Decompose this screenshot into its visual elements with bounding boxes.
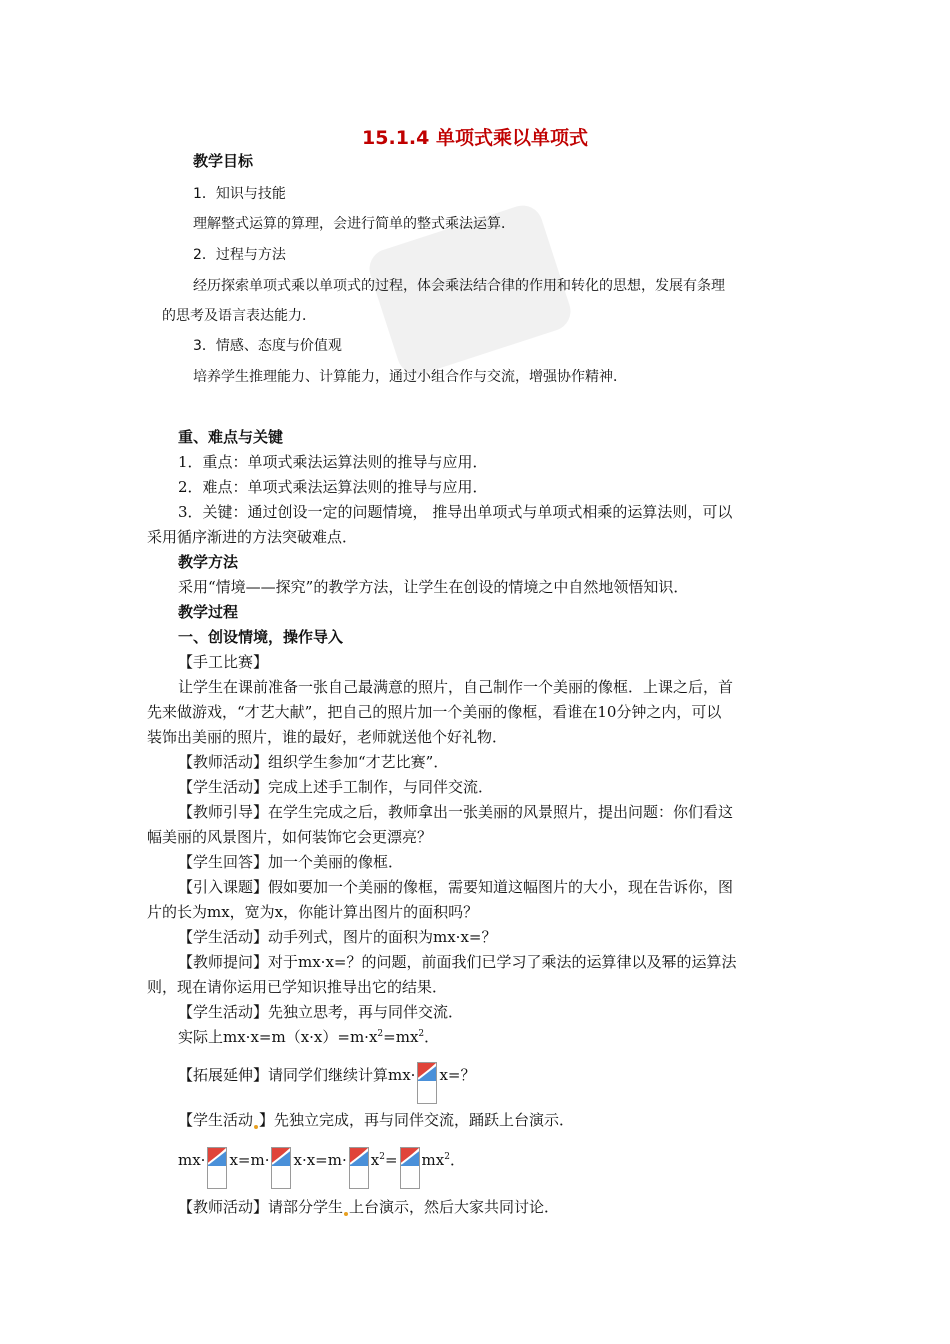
equation-line [178,1147,465,1189]
extension-line [178,1062,475,1104]
broken-image-icon [349,1147,369,1189]
teacher-guide-line2: 幅美丽的风景图片，如何装饰它会更漂亮？ [147,828,433,846]
student-activity-line: 【学生活动】先独立思考，再与同伴交流． [178,1003,464,1021]
broken-image-icon [207,1147,227,1189]
goal-2-text-line1: 经历探索单项式乘以单项式的过程，体会乘法结合律的作用和转化的思想，发展有条理 [193,278,725,294]
eq-exponent: 2 [444,1152,450,1162]
extension-text: x=？ [439,1066,476,1084]
eq-text: x=m· [229,1151,270,1169]
activity-text: 】先独立完成，再与同伴交流，踊跃上台演示． [259,1111,575,1129]
eq-text: mx [421,1151,445,1169]
section-heading-process: 教学过程 [178,603,239,621]
paragraph-line: 让学生在课前准备一张自己最满意的照片，自己制作一个美丽的像框．上课之后，首 [178,678,734,696]
marker-dot [254,1125,258,1129]
intro-topic-line2: 片的长为mx，宽为x，你能计算出图片的面积吗？ [147,903,479,921]
calc-text: ． [424,1028,440,1046]
eq-text: x [370,1151,380,1169]
broken-image-icon [400,1147,420,1189]
extension-text: 【拓展延伸】请同学们继续计算mx· [178,1066,416,1084]
section-heading-goals: 教学目标 [193,152,254,170]
eq-text: mx· [178,1151,206,1169]
broken-image-icon [417,1062,437,1104]
teacher-question-line1: 【教师提问】对于mx·x=？的问题，前面我们已学习了乘法的运算律以及幂的运算法 [178,953,737,971]
key-point-3-line2: 采用循序渐进的方法突破难点． [147,528,358,546]
method-text: 采用“情境——探究”的教学方法，让学生在创设的情境之中自然地领悟知识． [178,578,689,596]
section-heading-key: 重、难点与关键 [178,428,284,446]
eq-text: = [384,1151,398,1169]
activity-text: 上台演示，然后大家共同讨论． [349,1198,560,1216]
key-point-1: 1．重点：单项式乘法运算法则的推导与应用． [178,453,488,471]
eq-text: x·x=m· [293,1151,347,1169]
goal-1-text: 理解整式运算的算理，会进行简单的整式乘法运算． [193,216,515,232]
key-point-2: 2．难点：单项式乘法运算法则的推导与应用． [178,478,488,496]
teacher-question-line2: 则，现在请你运用已学知识推导出它的结果． [147,978,448,996]
goal-2-text-line2: 的思考及语言表达能力． [162,308,316,324]
contest-label: 【手工比赛】 [178,653,269,671]
paragraph-line: 先来做游戏，“才艺大献”，把自己的照片加一个美丽的像框，看谁在10分钟之内，可以 [147,703,722,721]
goal-1-heading: 1．知识与技能 [193,186,286,202]
marker-dot [344,1212,348,1216]
teacher-guide-line1: 【教师引导】在学生完成之后，教师拿出一张美丽的风景照片，提出问题：你们看这 [178,803,734,821]
student-activity-line: 【学生活动】完成上述手工制作，与同伴交流． [178,778,494,796]
process-subheading-1: 一、创设情境，操作导入 [178,628,344,646]
broken-image-icon [271,1147,291,1189]
goal-3-text: 培养学生推理能力、计算能力，通过小组合作与交流，增强协作精神． [193,369,627,385]
student-answer-line: 【学生回答】加一个美丽的像框． [178,853,404,871]
page-title: 15.1.4 单项式乘以单项式 [362,127,588,149]
calc-text: =mx [383,1028,419,1046]
student-activity-line: 【学生活动】动手列式，图片的面积为mx·x=？ [178,928,497,946]
key-point-3-line1: 3．关键：通过创设一定的问题情境， 推导出单项式与单项式相乘的运算法则，可以 [178,503,733,521]
goal-2-heading: 2．过程与方法 [193,247,286,263]
student-activity-line [178,1110,574,1130]
calc-exponent: 2 [418,1029,425,1039]
goal-3-heading: 3．情感、态度与价值观 [193,338,342,354]
activity-text: 【教师活动】请部分学生 [178,1198,344,1216]
eq-exponent: 2 [379,1152,385,1162]
section-heading-method: 教学方法 [178,553,239,571]
paragraph-line: 装饰出美丽的照片，谁的最好，老师就送他个好礼物． [147,728,508,746]
eq-text: ． [449,1151,465,1169]
activity-label: 【学生活动 [178,1111,254,1129]
intro-topic-line1: 【引入课题】假如要加一个美丽的像框，需要知道这幅图片的大小，现在告诉你，图 [178,878,734,896]
calc-text: 实际上mx·x=m（x·x）=m·x [178,1028,378,1046]
teacher-activity-line [178,1197,559,1217]
calc-exponent: 2 [377,1029,384,1039]
calculation-line [178,1027,439,1047]
teacher-activity-line: 【教师活动】组织学生参加“才艺比赛”． [178,753,449,771]
